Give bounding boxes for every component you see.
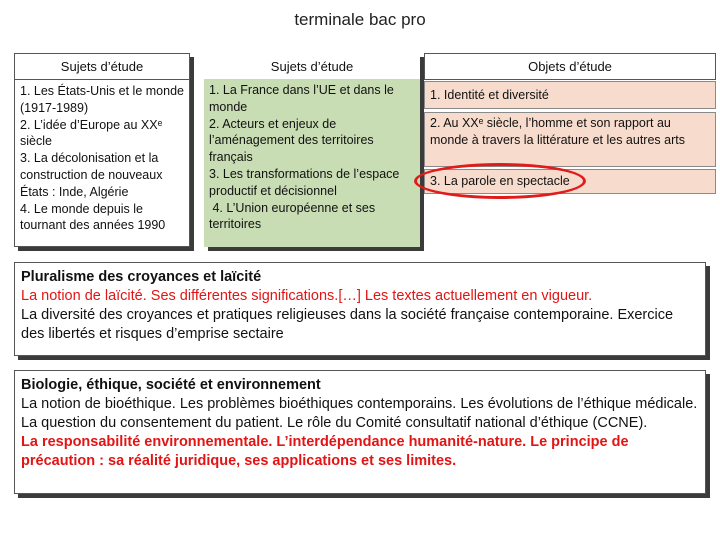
geography-topics-list	[204, 79, 420, 236]
literature-item-1: 1. Identité et diversité	[424, 81, 716, 109]
history-topics-column	[14, 53, 190, 247]
list-item: 2. L’idée d’Europe au XXᵉ siècle	[20, 117, 163, 149]
list-item: 4. Le monde depuis le tournant des années 1990	[20, 201, 166, 233]
list-item: 2. Acteurs et enjeux de l’aménagement des territoires français	[209, 116, 374, 165]
list-item: 3. Les transformations de l’espace productif et décisionnel	[209, 166, 400, 198]
history-column-header: Sujets d’étude	[15, 54, 189, 80]
bioethique-red-line: La responsabilité environnementale. L’interdépendance humanité-nature. Le principe de précaution : sa réalité juridique, ses applications et ses limites.	[21, 434, 629, 469]
list-item: 4. L’Union européenne et ses territoires	[209, 200, 379, 232]
geography-topics-column	[204, 53, 420, 247]
geography-column-header: Sujets d’étude	[204, 53, 420, 79]
laicite-text: La diversité des croyances et pratiques religieuses dans la société française contemporaine. Exercice des libertés et risques d’emprise sectaire	[21, 307, 674, 342]
list-item: 1. Les États-Unis et le monde (1917-1989)	[20, 84, 184, 115]
laicite-box	[14, 262, 706, 356]
laicite-red-line: La notion de laïcité. Ses différentes significations.[…] Les textes actuellement en vigueur.	[21, 288, 593, 304]
literature-item-2: 2. Au XXᵉ siècle, l’homme et son rapport au monde à travers la littérature et les autres arts	[424, 112, 716, 167]
page-title: terminale bac pro	[294, 10, 426, 29]
bioethique-text: La notion de bioéthique. Les problèmes bioéthiques contemporains. Les évolutions de l’éthique médicale. La question du consentement du patient. Le rôle du Comité consultatif national d’éthique (CCNE).	[21, 396, 698, 431]
bioethique-box	[14, 370, 706, 494]
list-item: 1. La France dans l’UE et dans le monde	[209, 83, 394, 114]
literature-column-header: Objets d’étude	[424, 53, 716, 80]
bioethique-title: Biologie, éthique, société et environnement	[21, 377, 321, 393]
literature-item-3: 3. La parole en spectacle	[424, 169, 716, 194]
list-item: 3. La décolonisation et la construction de nouveaux États : Inde, Algérie	[20, 151, 163, 199]
history-topics-list	[15, 80, 189, 237]
highlight-ellipse	[414, 163, 586, 199]
laicite-title: Pluralisme des croyances et laïcité	[21, 269, 262, 285]
